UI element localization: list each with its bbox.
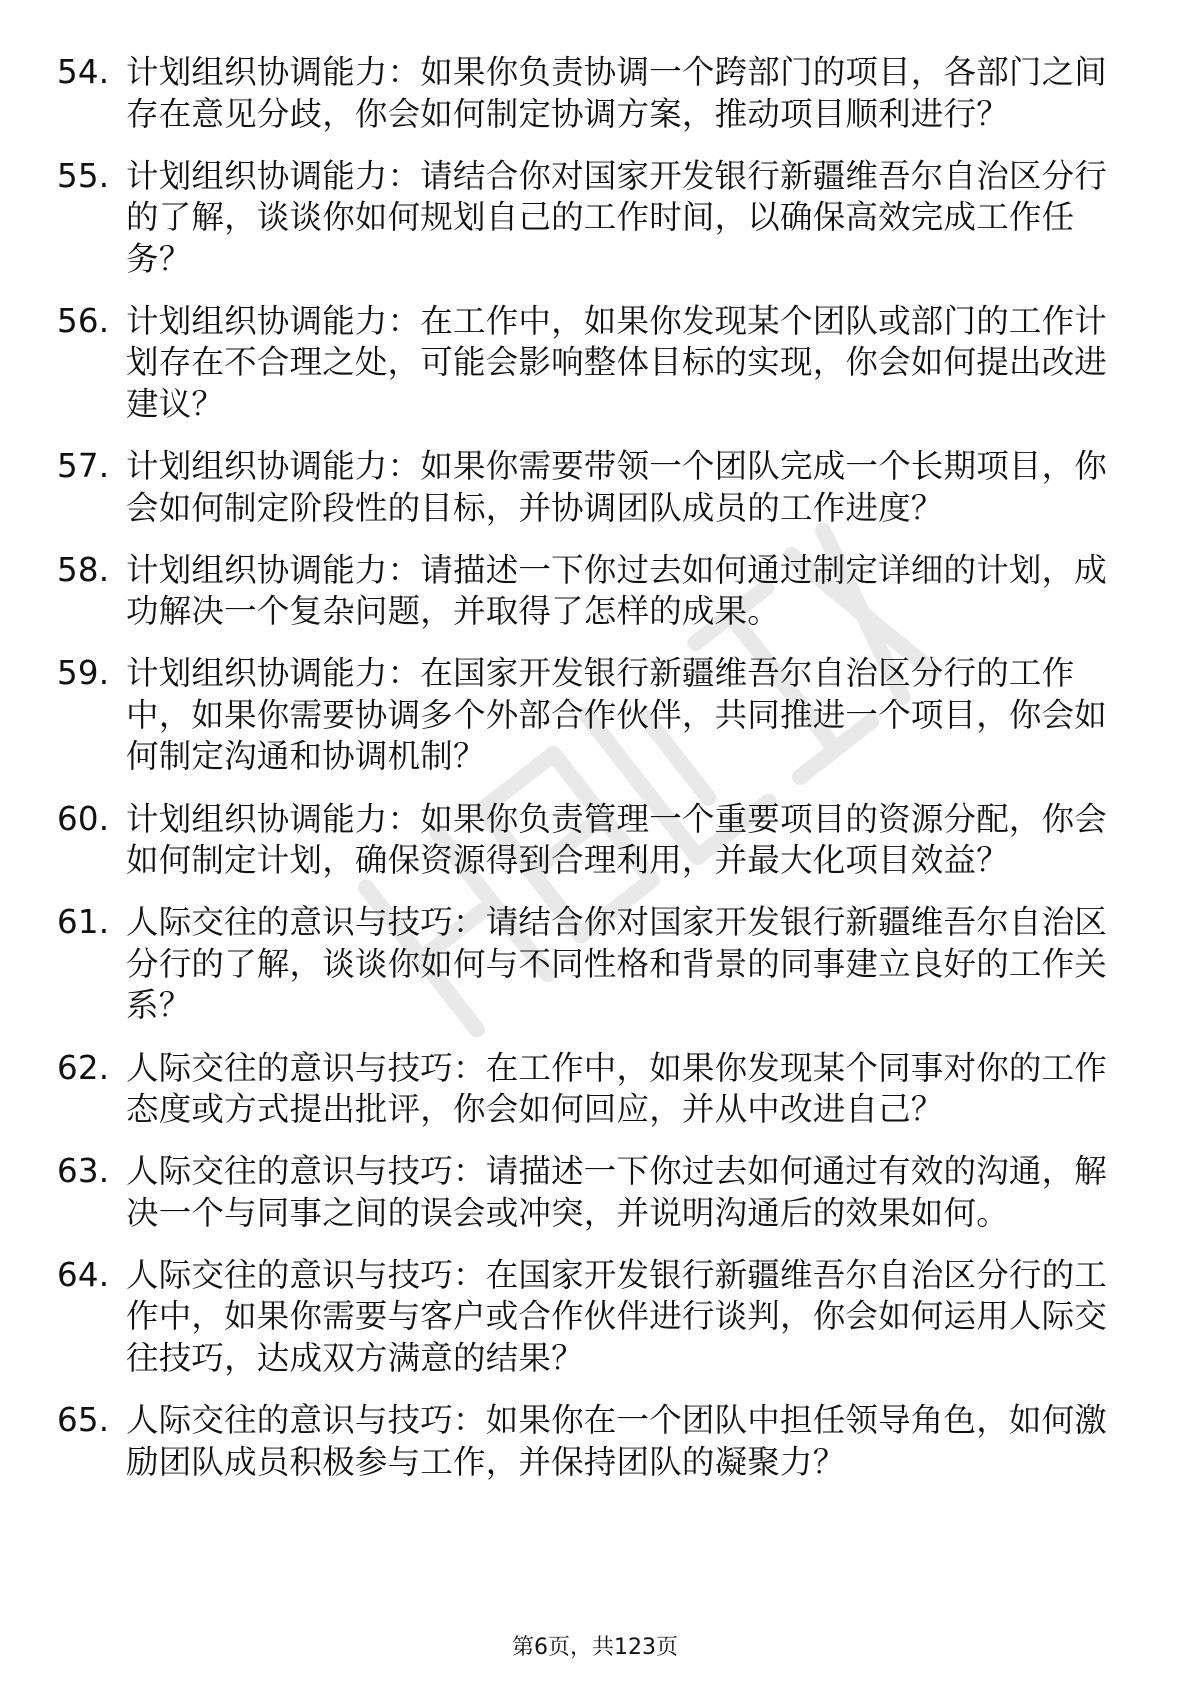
question-number: 58. — [57, 550, 110, 589]
question-text: 人际交往的意识与技巧：在工作中，如果你发现某个同事对你的工作态度或方式提出批评，你会如何回应，并从中改进自己？ — [126, 1048, 1108, 1128]
question-number: 63. — [57, 1152, 110, 1191]
question-list — [57, 52, 1117, 1504]
question-number: 64. — [57, 1255, 110, 1294]
question-text: 计划组织协调能力：如果你需要带领一个团队完成一个长期项目，你会如何制定阶段性的目标，并协调团队成员的工作进度？ — [126, 447, 1108, 527]
question-text: 人际交往的意识与技巧：如果你在一个团队中担任领导角色，如何激励团队成员积极参与工作，并保持团队的凝聚力？ — [126, 1401, 1108, 1481]
question-text: 计划组织协调能力：如果你负责管理一个重要项目的资源分配，你会如何制定计划，确保资源得到合理利用，并最大化项目效益？ — [126, 799, 1108, 880]
question-item — [57, 902, 1117, 1027]
question-number: 59. — [57, 654, 110, 693]
question-item — [57, 156, 1117, 281]
page-number-footer: 第6页，共123页 — [512, 1635, 678, 1660]
question-number: 55. — [57, 156, 110, 195]
question-item — [57, 1400, 1117, 1483]
question-item — [57, 301, 1117, 426]
question-item — [57, 446, 1117, 529]
question-text: 计划组织协调能力：请结合你对国家开发银行新疆维吾尔自治区分行的了解，谈谈你如何规划自己的工作时间，以确保高效完成工作任务？ — [126, 156, 1108, 278]
question-number: 54. — [57, 53, 110, 91]
question-text: 人际交往的意识与技巧：在国家开发银行新疆维吾尔自治区分行的工作中，如果你需要与客户或合作伙伴进行谈判，你会如何运用人际交往技巧，达成双方满意的结果？ — [126, 1255, 1108, 1377]
question-number: 61. — [57, 903, 110, 942]
question-number: 60. — [57, 799, 110, 838]
question-text: 计划组织协调能力：在国家开发银行新疆维吾尔自治区分行的工作中，如果你需要协调多个外部合作伙伴，共同推进一个项目，你会如何制定沟通和协调机制？ — [126, 654, 1108, 776]
question-text: 计划组织协调能力：如果你负责协调一个跨部门的项目，各部门之间存在意见分歧，你会如何制定协调方案，推动项目顺利进行？ — [126, 53, 1108, 133]
question-item — [57, 52, 1117, 135]
question-item — [57, 550, 1117, 633]
question-number: 57. — [57, 447, 110, 486]
question-number: 56. — [57, 301, 110, 340]
question-text: 人际交往的意识与技巧：请结合你对国家开发银行新疆维吾尔自治区分行的了解，谈谈你如何与不同性格和背景的同事建立良好的工作关系？ — [126, 903, 1108, 1025]
question-item — [57, 1255, 1117, 1380]
question-item — [57, 653, 1117, 778]
question-number: 65. — [57, 1401, 110, 1440]
question-item — [57, 1151, 1117, 1234]
question-text: 人际交往的意识与技巧：请描述一下你过去如何通过有效的沟通，解决一个与同事之间的误会或冲突，并说明沟通后的效果如何。 — [126, 1152, 1108, 1232]
question-number: 62. — [57, 1048, 110, 1087]
question-item — [57, 799, 1117, 882]
question-item — [57, 1048, 1117, 1131]
question-text: 计划组织协调能力：在工作中，如果你发现某个团队或部门的工作计划存在不合理之处，可能会影响整体目标的实现，你会如何提出改进建议？ — [126, 301, 1108, 423]
question-text: 计划组织协调能力：请描述一下你过去如何通过制定详细的计划，成功解决一个复杂问题，并取得了怎样的成果。 — [126, 550, 1108, 631]
